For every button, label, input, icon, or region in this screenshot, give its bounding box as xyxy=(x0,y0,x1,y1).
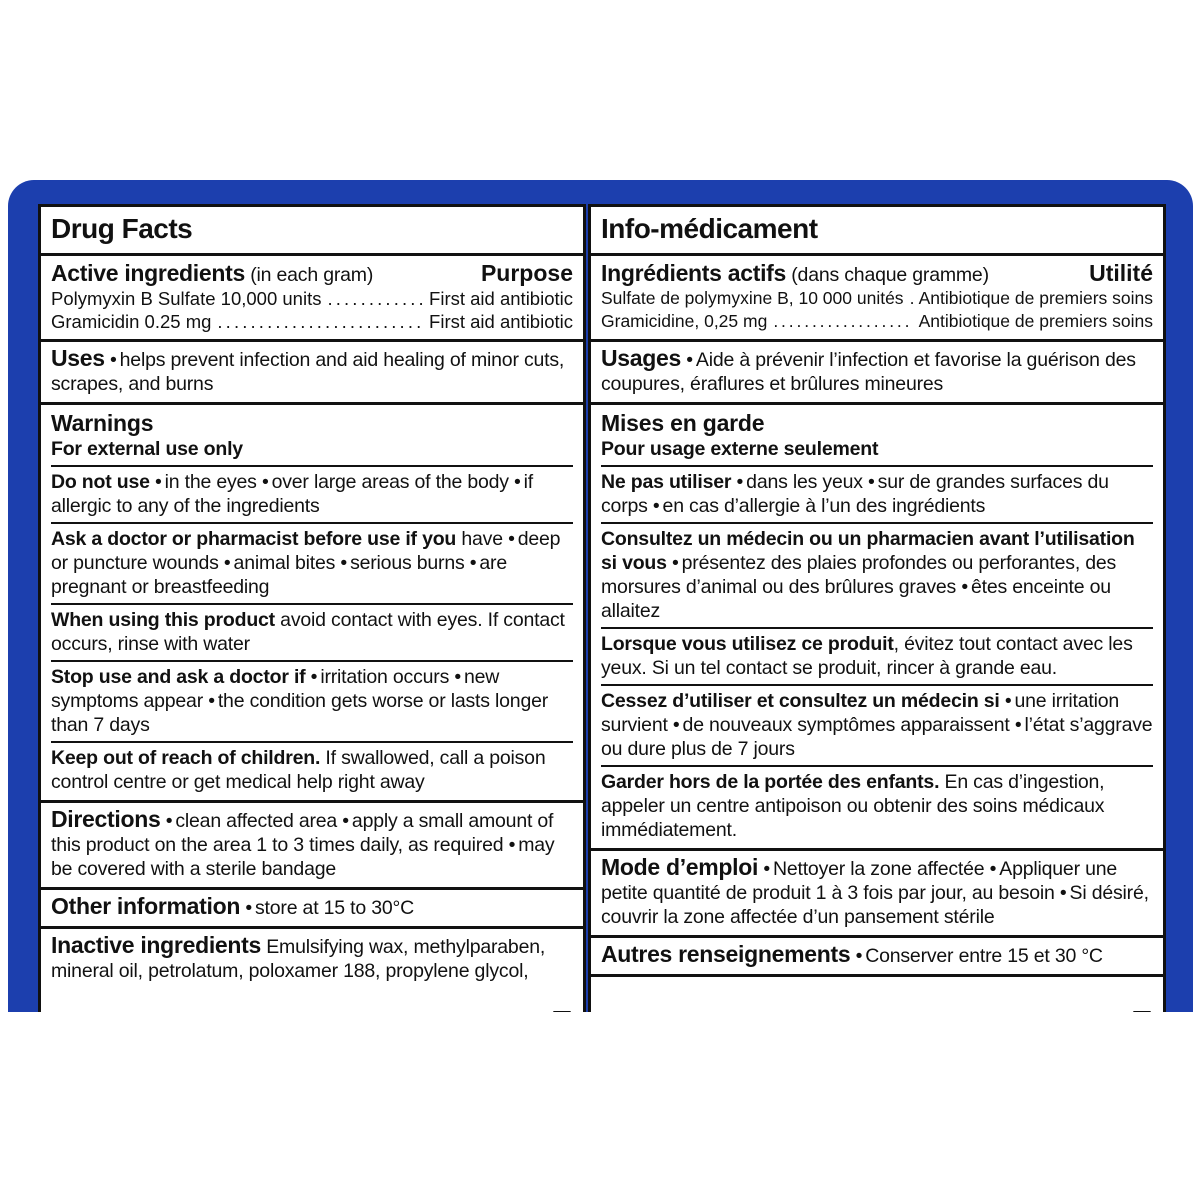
ingredients-actifs-section xyxy=(591,256,1163,339)
drug-facts-title: Drug Facts xyxy=(51,213,193,244)
ask-doctor-after: have xyxy=(456,528,503,550)
ingredient-purpose: First aid antibiotic xyxy=(429,311,573,332)
warning-item: • over large areas of the body xyxy=(262,471,509,493)
stop-use-title: Stop use and ask a doctor if xyxy=(51,666,306,688)
active-ingredients-title: Active ingredients xyxy=(51,260,245,286)
purpose-label: Purpose xyxy=(480,260,573,286)
garder-hors-text: En cas d’ingestion, appeler un centre antipoison ou obtenir des soins médicaux immédiatement. xyxy=(601,771,1105,841)
drug-facts-header-box xyxy=(41,207,583,253)
warning-item: • the condition gets worse or lasts longer than 7 days xyxy=(51,690,548,736)
warning-item: • are pregnant or breastfeeding xyxy=(51,552,507,598)
leader-dots xyxy=(217,310,423,333)
mode-emploi-section xyxy=(591,851,1163,935)
ingredient-row xyxy=(51,287,573,310)
autres-renseignements-item: • Conserver entre 15 et 30 °C xyxy=(856,945,1103,967)
uses-section xyxy=(41,342,583,402)
when-using-title: When using this product xyxy=(51,609,275,631)
active-ingredients-section xyxy=(41,256,583,339)
mode-emploi-item: • Si désiré, couvrir la zone affectée d’un pansement stérile xyxy=(601,882,1149,928)
directions-item: • apply a small amount of this product on the area 1 to 3 times daily, as required xyxy=(51,810,553,856)
ingredient-purpose: Antibiotique de premiers soins xyxy=(918,311,1153,331)
leader-dots xyxy=(327,287,423,310)
cessez-title: Cessez d’utiliser et consultez un médecin si xyxy=(601,690,1000,712)
info-medicament-title: Info-médicament xyxy=(601,213,818,244)
ask-doctor-title: Ask a doctor or pharmacist before use if you xyxy=(51,528,457,550)
usages-item: • Aide à prévenir l’infection et favorise la guérison des coupures, éraflures et brûlures mineures xyxy=(601,349,1136,395)
other-information-section xyxy=(41,890,583,926)
when-using-block xyxy=(51,603,573,656)
directions-section xyxy=(41,803,583,887)
autres-renseignements-title: Autres renseignements xyxy=(601,941,851,967)
utilite-label: Utilité xyxy=(1089,260,1153,286)
keep-out-title: Keep out of reach of children. xyxy=(51,747,321,769)
ingredient-name: Polymyxin B Sulfate 10,000 units xyxy=(51,288,322,309)
ingredient-purpose: Antibiotique de premiers soins xyxy=(918,288,1153,308)
warnings-section xyxy=(41,405,583,800)
ingredient-row xyxy=(601,310,1153,333)
usages-section xyxy=(591,342,1163,402)
directions-title: Directions xyxy=(51,806,161,832)
consultez-title: Consultez un médecin ou un pharmacien avant l’utilisation si vous xyxy=(601,528,1135,574)
ingredient-row xyxy=(51,310,573,333)
autres-renseignements-section xyxy=(591,938,1163,974)
active-ingredients-note: (in each gram) xyxy=(245,264,374,286)
warning-item: • êtes enceinte ou allaitez xyxy=(601,576,1111,622)
keep-out-block xyxy=(51,741,573,794)
info-medicament-header-box xyxy=(591,207,1163,253)
warning-item: • présentez des plaies profondes ou perforantes, des morsures d’animal ou des brûlures graves xyxy=(601,552,1116,598)
warning-item: • irritation occurs xyxy=(311,666,449,688)
ask-doctor-block xyxy=(51,522,573,599)
warning-item: • l’état s’aggrave ou dure plus de 7 jours xyxy=(601,714,1152,760)
warning-item: • de nouveaux symptômes apparaissent xyxy=(673,714,1010,736)
inactive-ingredients-title: Inactive ingredients xyxy=(51,932,262,958)
ingredient-row xyxy=(601,287,1153,310)
stop-use-block xyxy=(51,660,573,737)
ne-pas-utiliser-block xyxy=(601,465,1153,518)
ingredient-name: Sulfate de polymyxine B, 10 000 unités xyxy=(601,288,904,308)
do-not-use-title: Do not use xyxy=(51,471,150,493)
uses-item: • helps prevent infection and aid healing of minor cuts, scrapes, and burns xyxy=(51,349,564,395)
usage-externe-note: Pour usage externe seulement xyxy=(601,438,879,460)
mode-emploi-item: • Appliquer une petite quantité de produit 1 à 3 fois par jour, au besoin xyxy=(601,858,1117,904)
bottom-white-area xyxy=(0,1012,1200,1200)
cessez-block xyxy=(601,684,1153,761)
drug-facts-panel xyxy=(38,204,586,1034)
ingredient-name: Gramicidine, 0,25 mg xyxy=(601,311,768,331)
consultez-block xyxy=(601,522,1153,623)
leader-dots xyxy=(910,287,913,310)
leader-dots xyxy=(773,310,912,333)
warning-item: • deep or puncture wounds xyxy=(51,528,560,574)
ingredient-purpose: First aid antibiotic xyxy=(429,288,573,309)
directions-item: • may be covered with a sterile bandage xyxy=(51,834,554,880)
warning-item: • animal bites xyxy=(224,552,335,574)
mises-en-garde-section xyxy=(591,405,1163,848)
warning-item: • sur de grandes surfaces du corps xyxy=(601,471,1109,517)
ne-pas-utiliser-title: Ne pas utiliser xyxy=(601,471,732,493)
lorsque-text: , évitez tout contact avec les yeux. Si un tel contact se produit, rincer à grande eau. xyxy=(601,633,1133,679)
other-information-title: Other information xyxy=(51,893,241,919)
mode-emploi-title: Mode d’emploi xyxy=(601,854,759,880)
warning-item: • in the eyes xyxy=(155,471,257,493)
lorsque-block xyxy=(601,627,1153,680)
ingredient-name: Gramicidin 0.25 mg xyxy=(51,311,212,332)
ingredients-actifs-note: (dans chaque gramme) xyxy=(786,264,989,286)
mode-emploi-item: • Nettoyer la zone affectée xyxy=(763,858,984,880)
inactive-ingredients-text: Emulsifying wax, methylparaben, mineral oil, petrolatum, poloxamer 188, propylene glycol, xyxy=(51,936,546,982)
warning-item: • en cas d’allergie à l’un des ingrédients xyxy=(653,495,985,517)
garder-hors-title: Garder hors de la portée des enfants. xyxy=(601,771,940,793)
mises-en-garde-title: Mises en garde xyxy=(601,410,765,436)
when-using-text: avoid contact with eyes. If contact occurs, rinse with water xyxy=(51,609,565,655)
uses-title: Uses xyxy=(51,345,105,371)
warning-item: • if allergic to any of the ingredients xyxy=(51,471,533,517)
warning-item: • une irritation survient xyxy=(601,690,1119,736)
usages-title: Usages xyxy=(601,345,682,371)
do-not-use-block xyxy=(51,465,573,518)
garder-hors-block xyxy=(601,765,1153,842)
lorsque-title: Lorsque vous utilisez ce produit xyxy=(601,633,894,655)
directions-item: • clean affected area xyxy=(166,810,337,832)
warnings-title: Warnings xyxy=(51,410,154,436)
external-use-note: For external use only xyxy=(51,438,243,460)
other-information-item: • store at 15 to 30°C xyxy=(245,897,414,919)
info-medicament-panel xyxy=(588,204,1166,1034)
warning-item: • dans les yeux xyxy=(737,471,863,493)
ingredients-actifs-title: Ingrédients actifs xyxy=(601,260,787,286)
keep-out-text: If swallowed, call a poison control centre or get medical help right away xyxy=(51,747,546,793)
warning-item: • serious burns xyxy=(340,552,464,574)
warning-item: • new symptoms appear xyxy=(51,666,499,712)
